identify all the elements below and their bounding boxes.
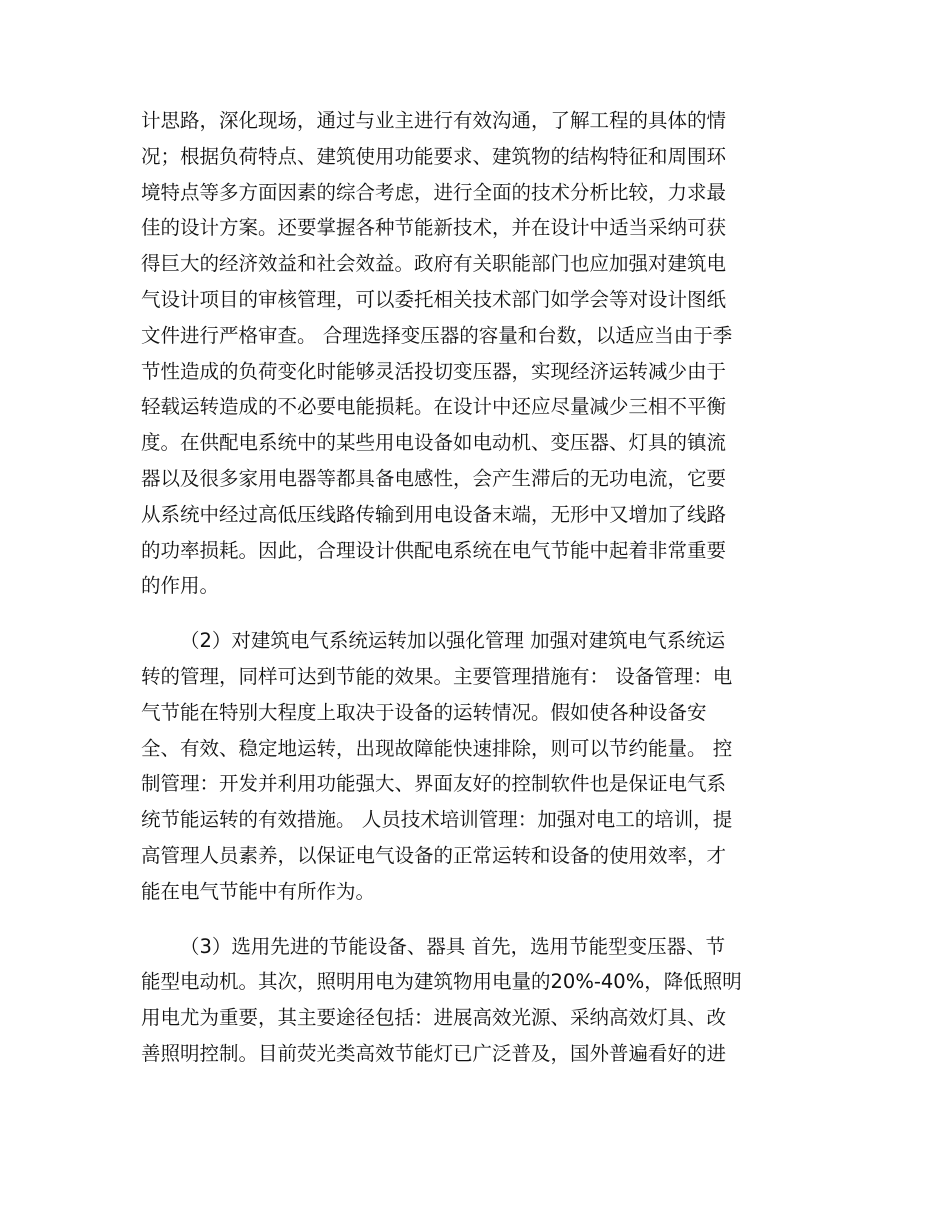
text-line: （2）对建筑电气系统运转加以强化管理 加强对建筑电气系统运 — [180, 629, 726, 653]
document-body — [141, 103, 811, 1072]
text-line: （3）选用先进的节能设备、器具 首先，选用节能型变压器、节 — [180, 934, 726, 958]
text-line: 能在电气节能中有所作为。 — [141, 879, 376, 903]
text-line: 气设计项目的审核管理，可以委托相关技术部门如学会等对设计图纸 — [141, 287, 727, 311]
text-line: 度。在供配电系统中的某些用电设备如电动机、变压器、灯具的镇流 — [141, 431, 727, 455]
text-line: 全、有效、稳定地运转，出现故障能快速排除，则可以节约能量。 控 — [141, 736, 733, 760]
text-line: 况；根据负荷特点、建筑使用功能要求、建筑物的结构特征和周围环 — [141, 144, 727, 168]
text-line: 高管理人员素养，以保证电气设备的正常运转和设备的使用效率，才 — [141, 843, 727, 867]
paragraph-2 — [141, 623, 811, 909]
text-line: 能型电动机。其次，照明用电为建筑物用电量的20%-40%，降低照明 — [141, 970, 742, 994]
text-line: 的作用。 — [141, 574, 220, 598]
text-line: 善照明控制。目前荧光类高效节能灯已广泛普及，国外普遍看好的进 — [141, 1041, 727, 1065]
paragraph-spacer — [141, 910, 811, 929]
text-line: 用电尤为重要，其主要途径包括：进展高效光源、采纳高效灯具、改 — [141, 1006, 727, 1030]
text-line: 轻载运转造成的不必要电能损耗。在设计中还应尽量减少三相不平衡 — [141, 395, 727, 419]
text-line: 境特点等多方面因素的综合考虑，进行全面的技术分析比较，力求最 — [141, 180, 727, 204]
text-line: 器以及很多家用电器等都具备电感性，会产生滞后的无功电流，它要 — [141, 466, 727, 490]
text-line: 的功率损耗。因此，合理设计供配电系统在电气节能中起着非常重要 — [141, 538, 727, 562]
text-line: 文件进行严格审查。 合理选择变压器的容量和台数，以适应当由于季 — [141, 323, 733, 347]
paragraph-3 — [141, 929, 811, 1072]
text-line: 制管理：开发并利用功能强大、界面友好的控制软件也是保证电气系 — [141, 772, 727, 796]
paragraph-spacer — [141, 604, 811, 623]
text-line: 统节能运转的有效措施。 人员技术培训管理：加强对电工的培训，提 — [141, 808, 733, 832]
text-line: 从系统中经过高低压线路传输到用电设备末端，无形中又增加了线路 — [141, 502, 727, 526]
paragraph-1 — [141, 103, 811, 604]
text-line: 转的管理，同样可达到节能的效果。主要管理措施有： 设备管理：电 — [141, 664, 733, 688]
text-line: 气节能在特别大程度上取决于设备的运转情况。假如使各种设备安 — [141, 700, 707, 724]
text-line: 得巨大的经济效益和社会效益。政府有关职能部门也应加强对建筑电 — [141, 252, 727, 276]
text-line: 计思路，深化现场，通过与业主进行有效沟通，了解工程的具体的情 — [141, 109, 727, 132]
text-line: 节性造成的负荷变化时能够灵活投切变压器，实现经济运转减少由于 — [141, 359, 727, 383]
text-line: 佳的设计方案。还要掌握各种节能新技术，并在设计中适当采纳可获 — [141, 216, 727, 240]
